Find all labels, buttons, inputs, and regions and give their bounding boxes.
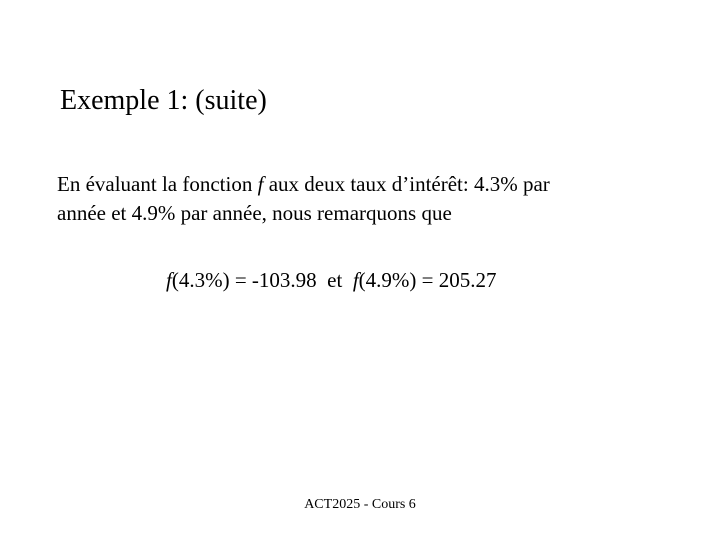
paragraph-line-2: année et 4.9% par année, nous remarquons que <box>57 201 452 225</box>
formula-function-2: f <box>352 268 359 292</box>
formula-value-1: (4.3%) = -103.98 et <box>171 268 353 292</box>
paragraph-line-1-start: En évaluant la fonction <box>57 172 258 196</box>
body-paragraph <box>57 170 550 228</box>
formula-value-2: (4.9%) = 205.27 <box>358 268 497 292</box>
slide-footer: ACT2025 - Cours 6 <box>304 497 416 512</box>
function-name-f: f <box>257 172 264 196</box>
paragraph-line-1 <box>57 170 550 199</box>
paragraph-line-1-end: aux deux taux d’intérêt: 4.3% par <box>263 172 550 196</box>
formula-function-1: f <box>166 268 172 292</box>
slide-title: Exemple 1: (suite) <box>60 85 267 116</box>
formula-line <box>166 266 497 294</box>
